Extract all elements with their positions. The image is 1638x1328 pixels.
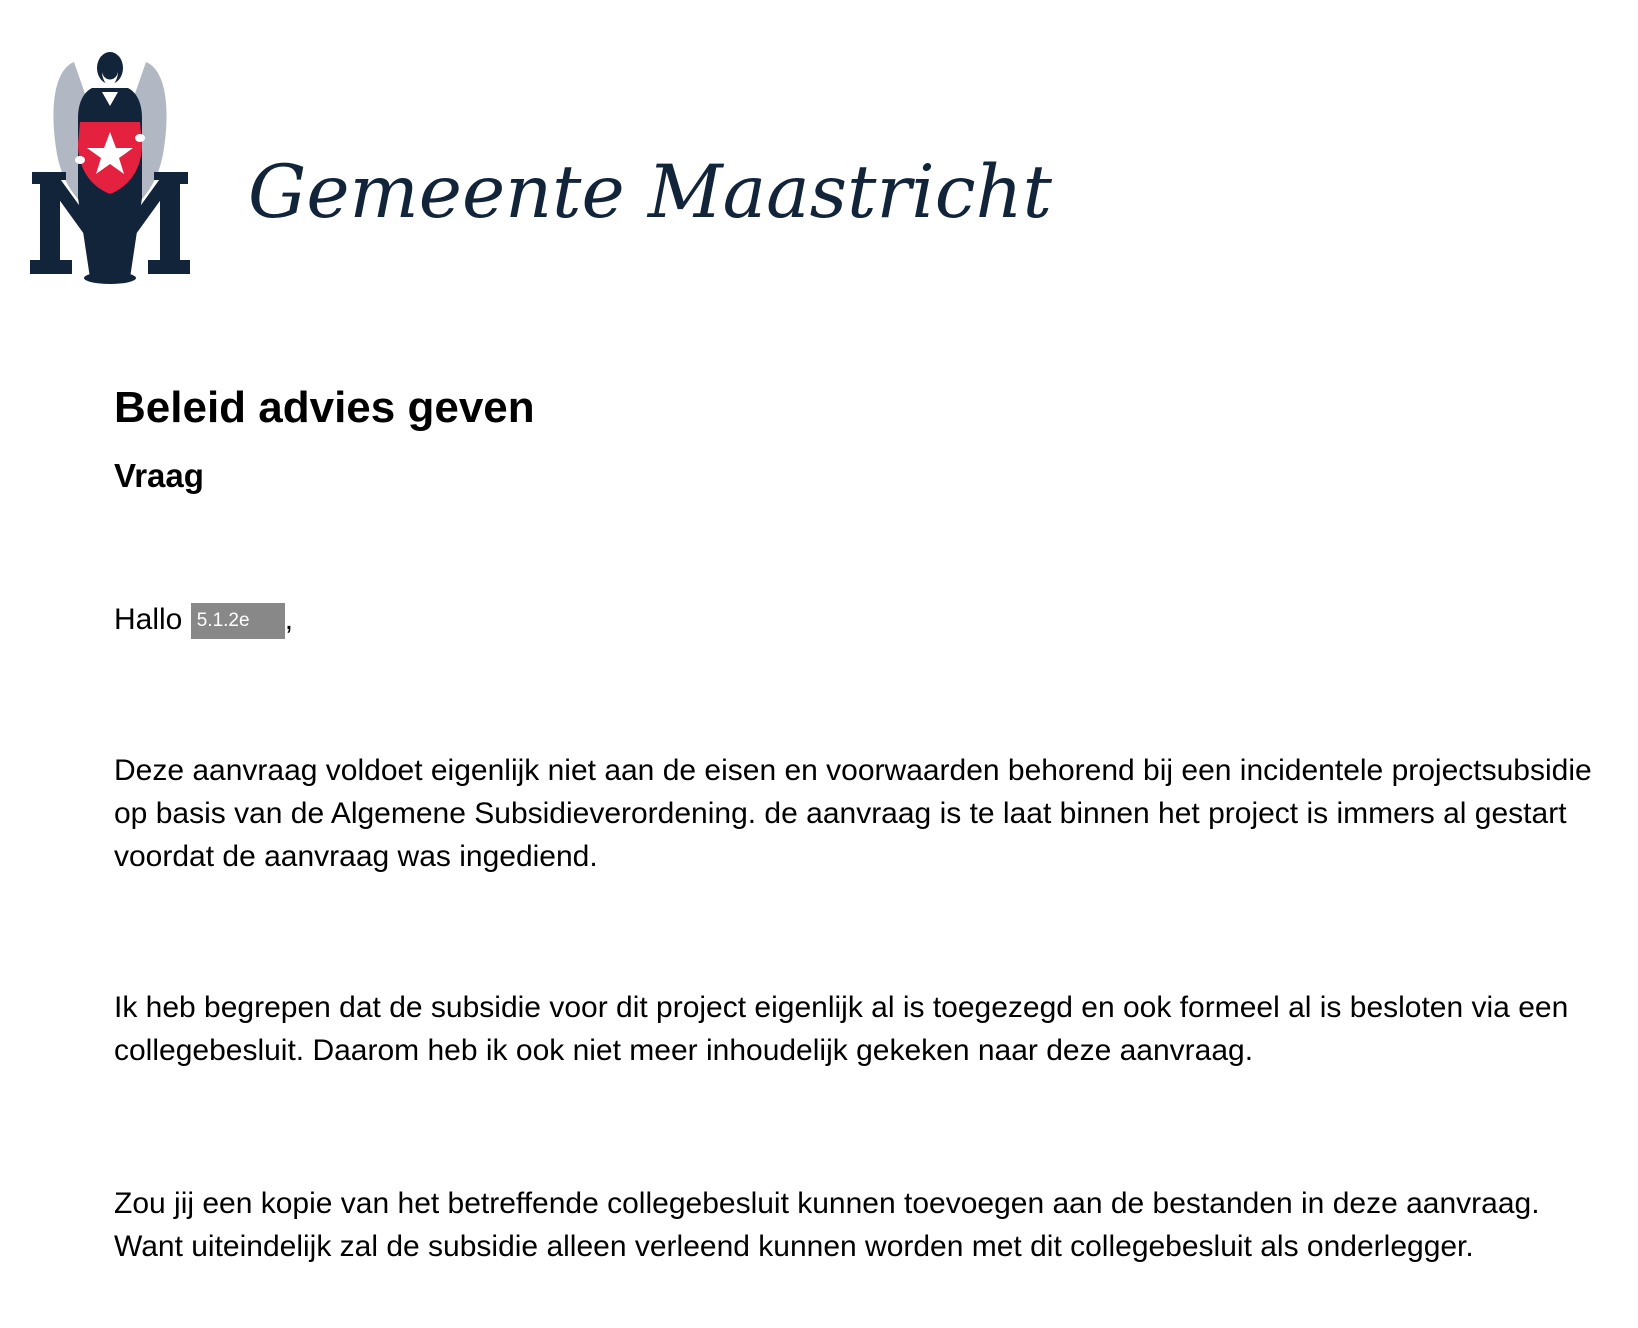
paragraph-2: Ik heb begrepen dat de subsidie voor dit project eigenlijk al is toegezegd en ook formeel al is besloten via een collegebesluit. Daarom heb ik ook niet meer inhoudelijk gekeken naar deze aanvraag. bbox=[114, 991, 1569, 1067]
section-heading: Vraag bbox=[114, 457, 204, 494]
maastricht-angel-m-logo-icon bbox=[28, 48, 198, 298]
greeting-suffix: , bbox=[284, 603, 294, 636]
letterhead bbox=[28, 48, 1052, 300]
organization-name: Gemeente Maastricht bbox=[248, 150, 1052, 235]
greeting-prefix: Hallo bbox=[114, 603, 183, 636]
redaction-box: 5.1.2e bbox=[191, 603, 285, 639]
document-title: Beleid advies geven bbox=[114, 383, 535, 432]
greeting-line bbox=[114, 600, 293, 640]
document-body bbox=[114, 380, 1614, 1263]
paragraph-3: Zou jij een kopie van het betreffende collegebesluit kunnen toevoegen aan de bestanden in deze aanvraag. Want uiteindelijk zal de subsidie alleen verleend kunnen worden met dit collegebesluit als onderlegger. bbox=[114, 1187, 1540, 1263]
paragraph-1: Deze aanvraag voldoet eigenlijk niet aan de eisen en voorwaarden behorend bij een incidentele projectsubsidie op basis van de Algemene Subsidieverordening. de aanvraag is te laat binnen het project is immers al gestart voordat de aanvraag was ingediend. bbox=[114, 754, 1592, 873]
